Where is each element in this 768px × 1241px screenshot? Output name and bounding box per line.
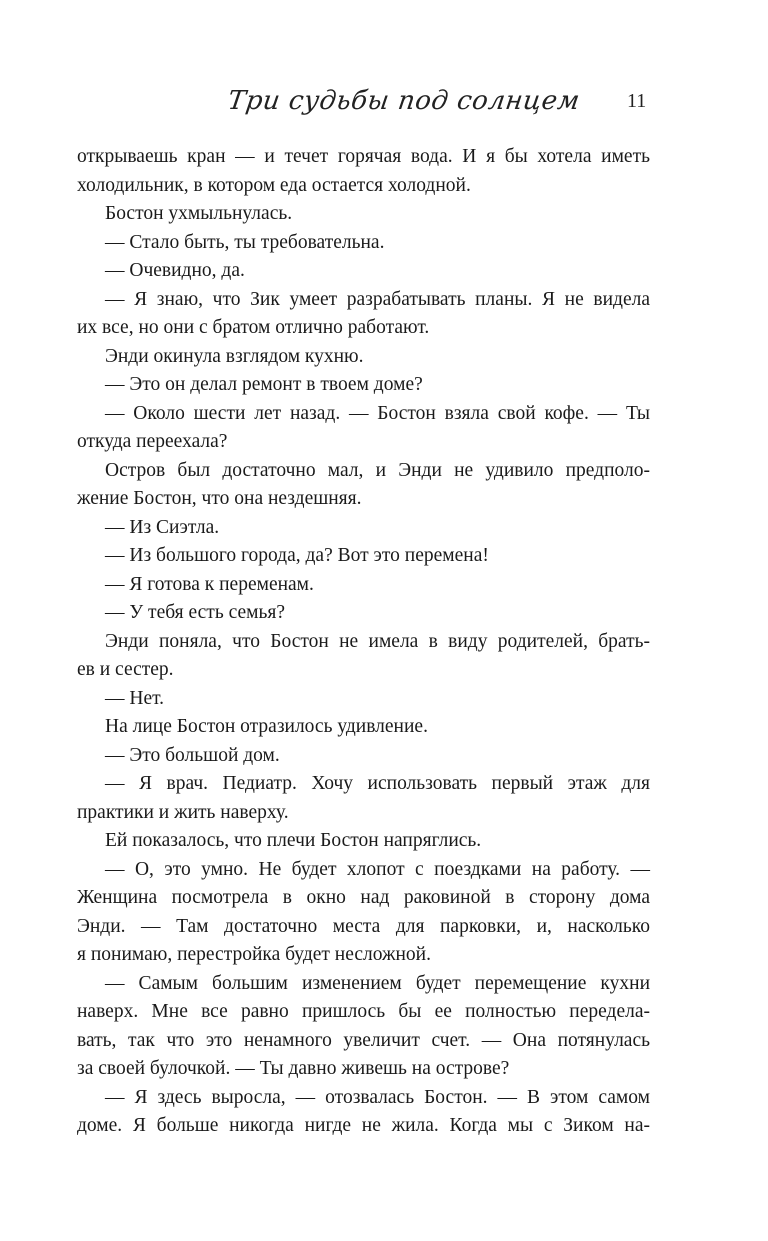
text-line: — Из большого города, да? Вот это перемена! [105, 545, 489, 566]
text-line: — Очевидно, да. [105, 260, 245, 281]
text-line: Женщина посмотрела в окно над раковиной в сторону дома [77, 887, 650, 908]
text-line: — О, это умно. Не будет хлопот с поездками на работу. — [105, 858, 650, 880]
text-line: Бостон ухмыльнулась. [105, 203, 293, 224]
text-line: я понимаю, перестройка будет несложной. [77, 944, 431, 965]
text-line: вать, так что это ненамного увеличит счет. — Она потянулась [77, 1029, 650, 1051]
text-line: наверх. Мне все равно пришлось бы ее полностью передела- [77, 1001, 650, 1022]
text-line: откуда переехала? [77, 431, 228, 452]
text-line: — Я знаю, что Зик умеет разрабатывать планы. Я не видела [105, 288, 650, 310]
text-line: ев и сестер. [77, 659, 174, 680]
text-line: — Нет. [105, 687, 165, 709]
text-line: Остров был достаточно мал, и Энди не удивило предполо- [105, 459, 650, 481]
text-line: Ей показалось, что плечи Бостон напряглись. [105, 830, 482, 851]
text-line: — Самым большим изменением будет перемещение кухни [105, 972, 650, 994]
text-line: — Я готова к переменам. [105, 573, 314, 595]
text-line: практики и жить наверху. [77, 801, 289, 823]
running-head [0, 86, 768, 126]
text-line: холодильник, в котором еда остается холодной. [77, 174, 471, 196]
text-line: Энди. — Там достаточно места для парковки, и, насколько [77, 915, 650, 937]
text-line: — Это он делал ремонт в твоем доме? [105, 374, 423, 395]
text-line: — Стало быть, ты требовательна. [105, 231, 385, 253]
text-line: открываешь кран — и течет горячая вода. И я бы хотела иметь [77, 146, 650, 167]
text-line: — Это большой дом. [105, 744, 280, 766]
text-line: их все, но они с братом отлично работают. [77, 317, 430, 338]
book-title: Три судьбы под солнцем [225, 86, 582, 116]
text-line: Энди поняла, что Бостон не имела в виду родителей, брать- [105, 630, 650, 652]
text-line: — Около шести лет назад. — Бостон взяла свой кофе. — Ты [105, 402, 650, 424]
text-line: — Я здесь выросла, — отозвалась Бостон. — В этом самом [105, 1086, 650, 1108]
page-number: 11 [627, 90, 647, 112]
text-line: — Я врач. Педиатр. Хочу использовать первый этаж для [105, 773, 650, 794]
body-text [77, 143, 650, 1141]
text-line: за своей булочкой. — Ты давно живешь на острове? [77, 1058, 510, 1079]
text-line: — У тебя есть семья? [105, 602, 286, 623]
text-line: доме. Я больше никогда нигде не жила. Когда мы с Зиком на- [77, 1115, 650, 1136]
text-line: Энди окинула взглядом кухню. [105, 345, 364, 367]
text-line: На лице Бостон отразилось удивление. [105, 716, 428, 737]
text-line: жение Бостон, что она нездешняя. [77, 488, 362, 509]
text-line: — Из Сиэтла. [105, 516, 220, 538]
